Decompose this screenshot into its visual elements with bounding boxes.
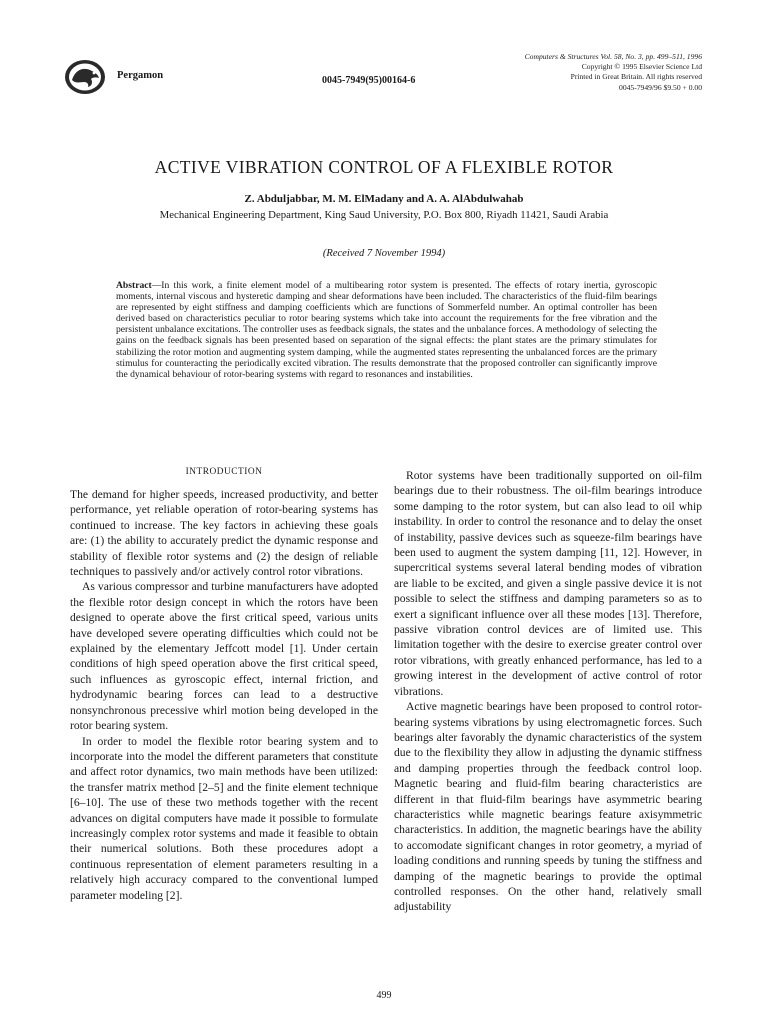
paragraph: In order to model the flexible rotor bearing system and to incorporate into the model the different parameters that constitute and affect rotor dynamics, two main methods have been utilized: the transfer matrix method [2–5] and the finite element technique [6–10]. The use of these two methods together with the recent advances on digital computers have made it possible to formulate increasingly complex rotor systems and made it feasible to obtain their numerical solutions. Both these procedures adopt a continuous representation of element parameters resulting in a relatively high accuracy compared to the conventional lumped parameter modeling [2]. — [70, 734, 378, 902]
paper-authors: Z. Abduljabbar, M. M. ElMadany and A. A. AlAbdulwahab — [244, 193, 524, 205]
paper-title: ACTIVE VIBRATION CONTROL OF A FLEXIBLE ROTOR — [154, 157, 614, 177]
journal-citation: Computers & Structures Vol. 58, No. 3, pp. 499–511, 1996 — [524, 52, 702, 61]
page-number: 499 — [376, 990, 392, 1001]
paragraph: Rotor systems have been traditionally supported on oil-film bearings due to their robustness. The oil-film bearings introduce some damping to the rotor system, but can also lead to oil whip instability. In order to control the resonance and to delay the onset of instability, passive devices such as squeeze-film bearings have been used to augment the system damping [11, 12]. However, in supercritical systems several lateral bending modes of vibration are liable to be excited, and given a single passive device it is not possible to select the stiffness and damping parameters so as to exert a significant influence over all these modes [13]. Therefore, passive vibration control devices are of limited use. This limitation together with the desire to exercise greater control over rotor vibrations, with greatly enhanced performance, has led to a growing interest in the development of active control of rotor vibrations. — [394, 469, 702, 698]
journal-info — [525, 52, 702, 93]
paragraph: The demand for higher speeds, increased productivity, and better performance, yet reliable operation of rotor-bearing systems has continued to increase. The key factors in achieving these goals are: (1) the ability to accurately predict the dynamic response and stability of flexible rotor systems and (2) the design of reliable techniques to passively and/or actively control rotor vibrations. — [70, 488, 378, 579]
pergamon-logo-icon — [63, 58, 107, 96]
paragraph: Active magnetic bearings have been proposed to control rotor-bearing systems vibrations by using electromagnetic forces. Such bearings alter favorably the dynamic characteristics of the system due to the flexibility they allow in adjusting the dynamic stiffness and damping properties through the feedback control loop. Magnetic bearing and fluid-film bearing characteristics are different in that fluid-film bearings have asymmetric bearing characteristics while magnetic bearings feature axisymmetric characteristics. In addition, the magnetic bearings have the ability to accomodate significant changes in rotor geometry, a myriad of loading conditions and running speeds by tuning the stiffness and damping of the magnetic bearings to provide the optimal controlled responses. On the other hand, relatively small adjustability — [394, 700, 702, 914]
section-heading-introduction: INTRODUCTION — [185, 467, 263, 477]
publisher-name: Pergamon — [117, 70, 164, 81]
doi-code: 0045-7949(95)00164-6 — [322, 75, 416, 86]
journal-price: 0045-7949/96 $9.50 + 0.00 — [619, 82, 702, 92]
paragraph: As various compressor and turbine manufacturers have adopted the flexible rotor design concept in which the rotors have been designed to operate above the first critical speed, various units have developed severe operating difficulties which could not be explained by the elementary Jeffcott model [1]. Under certain conditions of high speed operation above the first critical speed, such influences as gyroscopic effect, internal friction, and hydrodynamic bearing forces can lead to a destructive nonsynchronous precessive whirl motion being developed in the rotor bearing system. — [70, 580, 378, 733]
abstract-text: —In this work, a finite element model of a multibearing rotor system is presented. The effects of rotary inertia, gyroscopic moments, internal viscous and hysteretic damping and shear deformations have been included. The characteristics of the fluid-film bearings are represented by eight stiffness and damping coefficients which are functions of Sommerfeld number. An optimal controller has been derived based on characteristics peculiar to rotor bearing systems which take into account the requirements for the free vibration and the persistent unbalance excitations. The controller uses as feedback signals, the states and the unbalance forces. A methodology of selecting the gains on the feedback signals has been presented based on separation of the signal effects: the plant states are the primary stimulates for stabilizing the rotor motion and augmenting system damping, while the augmented states representing the unbalanced forces are the primary stimulus for counteracting the periodically excited vibration. The results demonstrate that the proposed controller can significantly improve the dynamical behaviour of rotor-bearing systems with regard to resonances and instabilities. — [116, 280, 657, 380]
abstract-label: Abstract — [116, 280, 152, 291]
journal-copyright: Copyright © 1995 Elsevier Science Ltd — [581, 62, 702, 72]
received-date: (Received 7 November 1994) — [322, 248, 446, 259]
author-affiliation: Mechanical Engineering Department, King Saud University, P.O. Box 800, Riyadh 11421, Saudi Arabia — [159, 209, 609, 221]
journal-printed: Printed in Great Britain. All rights reserved — [570, 72, 702, 82]
right-column — [394, 468, 702, 915]
left-column — [70, 466, 378, 903]
abstract — [116, 280, 657, 380]
